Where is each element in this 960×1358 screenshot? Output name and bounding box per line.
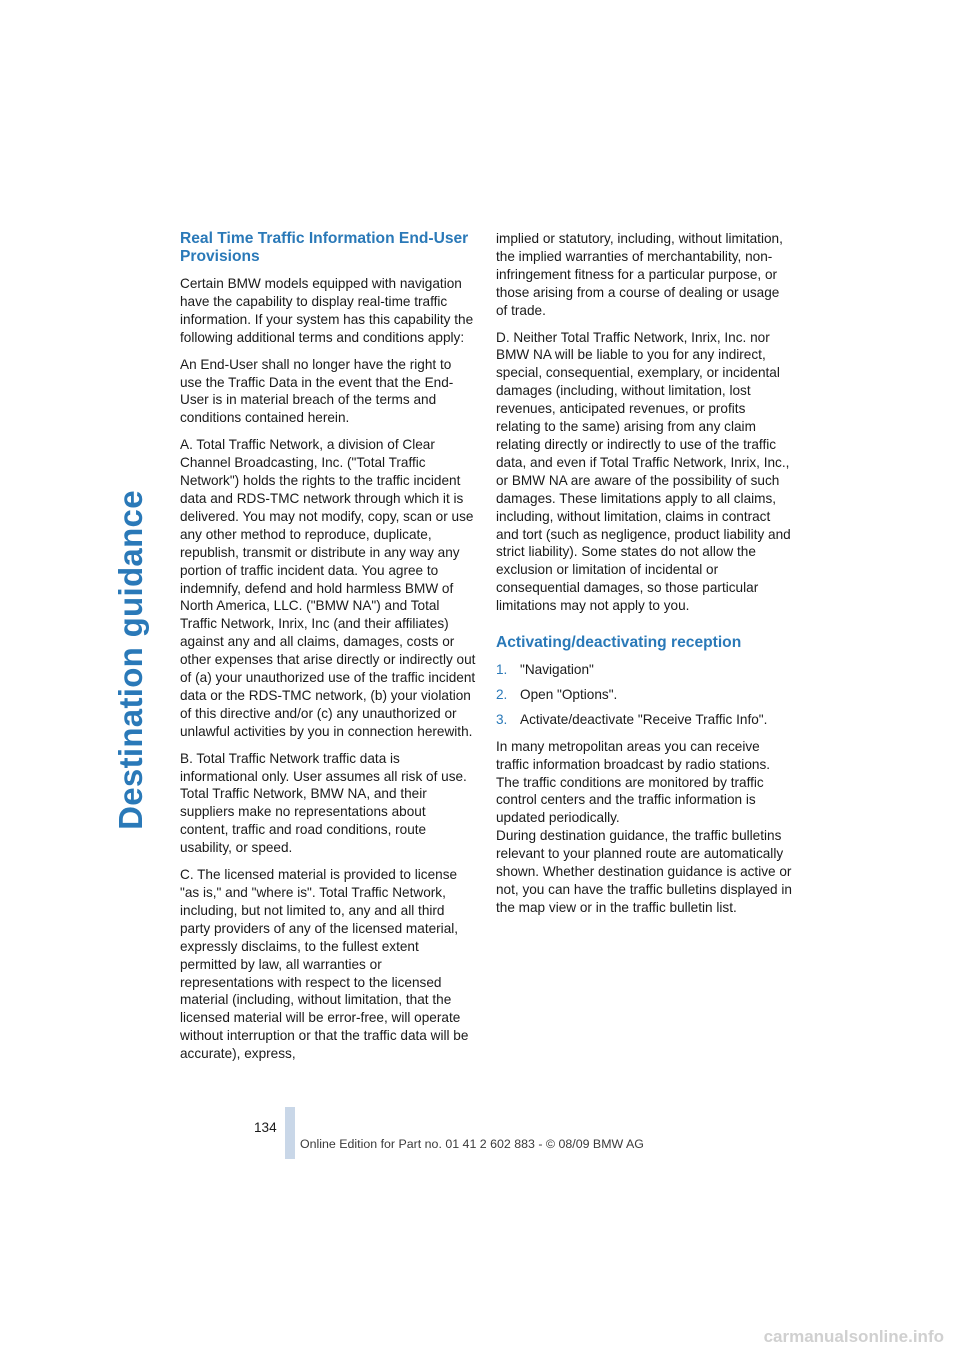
paragraph-d: D. Neither Total Traffic Network, Inrix, Inc. nor BMW NA will be liable to you for any indirect, special, consequential, exemplary, or incidental damages (including, without limitation, lost revenues, anticipated revenues, or profits relating to the same) arising from any claim relating directly or indirectly to use of the traffic data, and even if Total Traffic Network, Inrix, Inc., or BMW NA are aware of the possibility of such damages. These limitations apply to all claims, including, without limitation, claims in contract and tort (such as negligence, product liability and strict liability). Some states do not allow the exclusion or limitation of incidental or consequential damages, so those particular limitations may not apply to you. — [496, 329, 791, 614]
steps-list — [496, 661, 792, 729]
chapter-title-text: Destination guidance — [112, 490, 149, 830]
step-text: Activate/deactivate "Receive Traffic Info". — [520, 711, 768, 727]
paragraph-intro: Certain BMW models equipped with navigation have the capability to display real-time traffic information. If your system has this capability the following additional terms and conditions apply: — [180, 276, 474, 345]
left-column — [180, 230, 476, 1072]
paragraph-metropolitan: In many metropolitan areas you can receive traffic information broadcast by radio stations. The traffic conditions are monitored by traffic control centers and the traffic information is updated periodically. — [496, 738, 771, 826]
right-column — [496, 230, 792, 926]
step-number: 3. — [496, 711, 508, 727]
section-heading-activating: Activating/deactivating reception — [496, 634, 742, 652]
paragraph-during-guidance: During destination guidance, the traffic bulletins relevant to your planned route are automatically shown. Whether destination guidance is active or not, you can have the traffic bulletins displayed in the map view or in the traffic bulletin list. — [496, 828, 792, 915]
list-item — [496, 686, 792, 704]
step-number: 2. — [496, 686, 508, 702]
watermark-text: carmanualsonline.info — [763, 1327, 944, 1346]
page-number: 134 — [254, 1120, 277, 1135]
list-item — [496, 661, 792, 679]
step-text: "Navigation" — [520, 662, 594, 678]
paragraph-end-user: An End-User shall no longer have the right to use the Traffic Data in the event that the End-User is in material breach of the terms and conditions contained herein. — [180, 356, 454, 426]
paragraph-b: B. Total Traffic Network traffic data is informational only. User assumes all risk of use. Total Traffic Network, BMW NA, and their suppliers make no representations about content, traffic and road conditions, route usability, or speed. — [180, 750, 467, 856]
list-item — [496, 711, 792, 729]
chapter-side-title — [100, 230, 162, 1090]
step-text: Open "Options". — [520, 686, 618, 702]
paragraph-c: C. The licensed material is provided to license "as is," and "where is". Total Traffic Network, including, but not limited to, any and all third party providers of any of the licensed material, expressly disclaims, to the fullest extent permitted by law, all warranties or representations with respect to the licensed material (including, without limitation, that the licensed material will be error-free, will operate without interruption or that the traffic data will be accurate), express, — [180, 867, 469, 1062]
step-number: 1. — [496, 662, 508, 678]
paragraph-a: A. Total Traffic Network, a division of Clear Channel Broadcasting, Inc. ("Total Traffic Network") holds the rights to the traffic incident data and RDS-TMC network through which it is delivered. You may not modify, copy, scan or use any other method to reproduce, duplicate, republish, transmit or distribute in any way any portion of traffic incident data. You agree to indemnify, defend and hold harmless BMW of North America, LLC. ("BMW NA") and Total Traffic Network, Inrix, Inc (and their affiliates) against any and all claims, damages, costs or other expenses that arise directly or indirectly out of (a) your unauthorized use of the traffic incident data or the RDS-TMC network, (b) your violation of this directive and/or (c) any unauthorized or unlawful activities by you in connection herewith. — [180, 437, 476, 739]
footer-edition-text: Online Edition for Part no. 01 41 2 602 883 - © 08/09 BMW AG — [300, 1137, 644, 1151]
footer-accent-bar — [285, 1107, 295, 1159]
paragraph-c-continued: implied or statutory, including, without limitation, the implied warranties of merchantability, non-infringement fitness for a particular purpose, or those arising from a course of dealing or usage of trade. — [496, 231, 783, 318]
section-heading-realtime: Real Time Traffic Information End-User Provisions — [180, 230, 469, 265]
